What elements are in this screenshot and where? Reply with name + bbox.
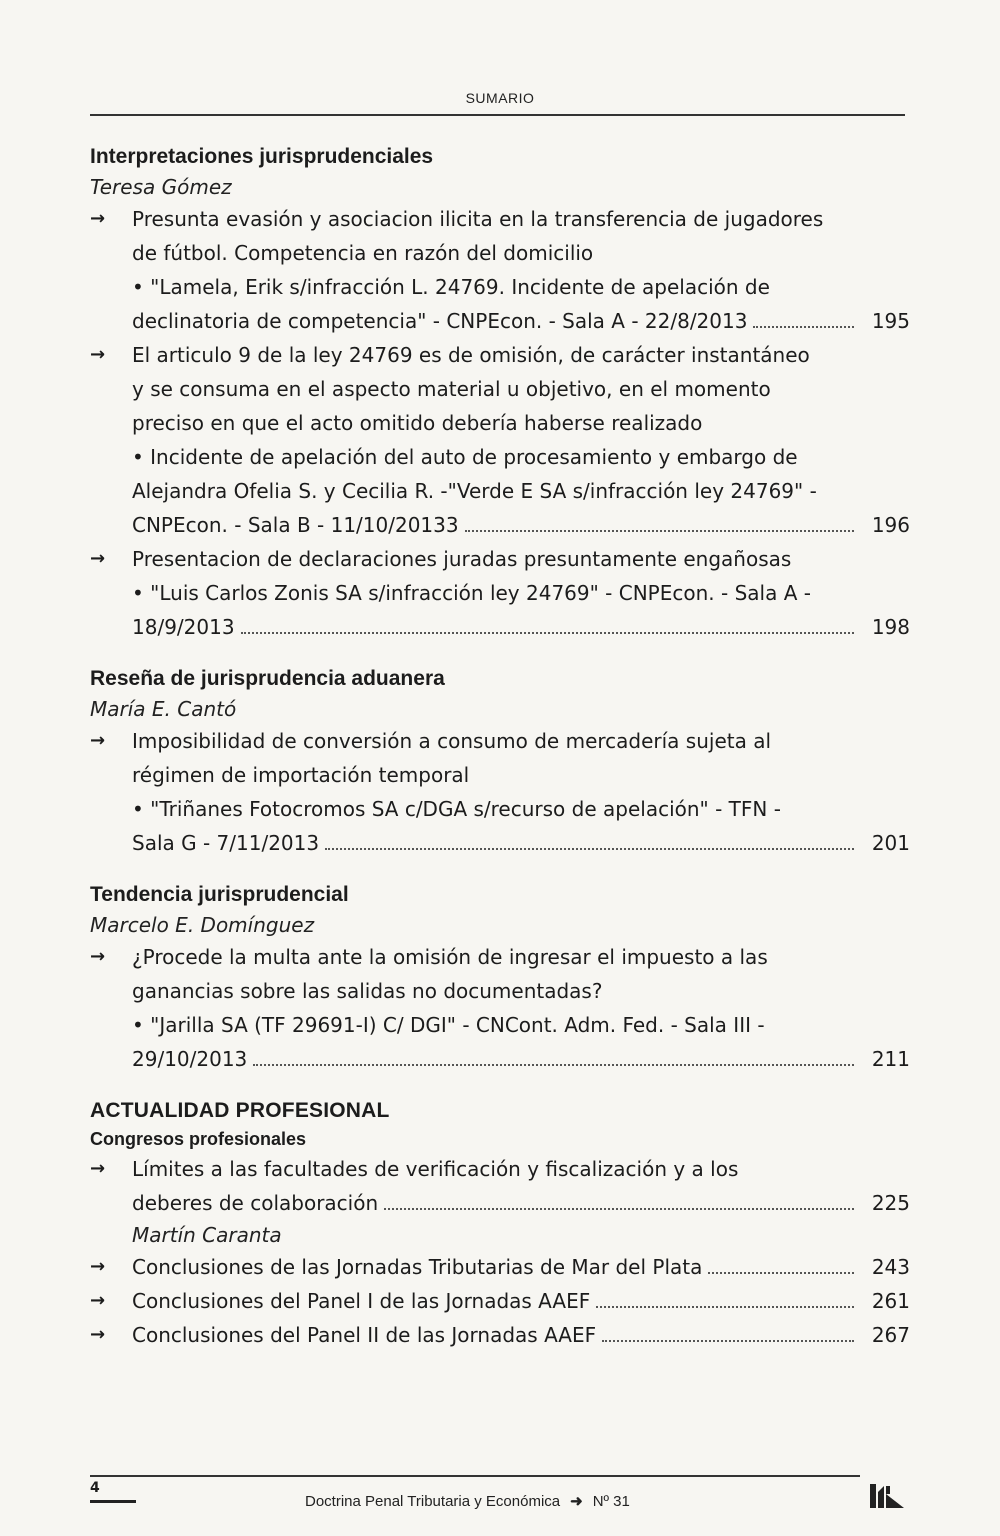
case-line: • "Lamela, Erik s/infracción L. 24769. Incidente de apelación de bbox=[132, 275, 770, 299]
case-text: 18/9/2013 bbox=[132, 615, 235, 639]
topic-line: Presentacion de declaraciones juradas presuntamente engañosas bbox=[132, 547, 792, 571]
dot-leader bbox=[384, 1208, 854, 1210]
topic-text: Conclusiones de las Jornadas Tributarias de Mar del Plata bbox=[132, 1255, 703, 1279]
header-divider bbox=[90, 114, 905, 116]
journal-issue: Nº 31 bbox=[592, 1493, 630, 1510]
toc-entry[interactable] bbox=[90, 1318, 910, 1352]
entry-case bbox=[132, 792, 910, 860]
dot-leader bbox=[753, 326, 854, 328]
case-text: CNPEcon. - Sala B - 11/10/20133 bbox=[132, 513, 459, 537]
entry-case bbox=[132, 1008, 910, 1076]
footer-page-number: 4 bbox=[90, 1480, 136, 1503]
entry-topic bbox=[132, 338, 910, 440]
dot-leader bbox=[602, 1340, 854, 1342]
page-header-title: SUMARIO bbox=[465, 90, 535, 106]
dot-leader bbox=[253, 1064, 854, 1066]
topic-line bbox=[132, 1284, 910, 1318]
section-title: Tendencia jurisprudencial bbox=[90, 883, 349, 906]
footer-divider bbox=[90, 1475, 860, 1477]
right-arrow-icon: → bbox=[90, 344, 106, 365]
topic-text: deberes de colaboración bbox=[132, 1191, 379, 1215]
page-number: 211 bbox=[871, 1047, 910, 1071]
case-line: Alejandra Ofelia S. y Cecilia R. -"Verde E SA s/infracción ley 24769" - bbox=[132, 479, 817, 503]
right-arrow-icon: → bbox=[90, 946, 106, 967]
toc-entry[interactable] bbox=[90, 202, 910, 338]
topic-line: y se consuma en el aspecto material u objetivo, en el momento bbox=[132, 377, 771, 401]
case-text: 29/10/2013 bbox=[132, 1047, 248, 1071]
entry-case bbox=[132, 440, 910, 542]
dot-leader bbox=[325, 848, 854, 850]
toc-section-actualidad bbox=[90, 1096, 910, 1352]
case-text: Sala G - 7/11/2013 bbox=[132, 831, 320, 855]
right-arrow-icon: → bbox=[90, 548, 106, 569]
case-text: declinatoria de competencia" - CNPEcon. - Sala A - 22/8/2013 bbox=[132, 309, 748, 333]
page-number: 261 bbox=[871, 1289, 910, 1313]
right-arrow-icon: → bbox=[90, 1256, 106, 1277]
entry-topic bbox=[132, 724, 910, 792]
toc-section bbox=[90, 880, 910, 1076]
journal-title: Doctrina Penal Tributaria y Económica bbox=[305, 1493, 561, 1510]
case-line: • "Triñanes Fotocromos SA c/DGA s/recurso de apelación" - TFN - bbox=[132, 797, 781, 821]
right-arrow-icon: → bbox=[90, 1324, 106, 1345]
right-arrow-icon: → bbox=[90, 730, 106, 751]
toc-entry[interactable] bbox=[90, 1250, 910, 1284]
topic-text: Conclusiones del Panel II de las Jornadas AAEF bbox=[132, 1323, 597, 1347]
entry-topic bbox=[132, 1250, 910, 1284]
toc-entry[interactable] bbox=[90, 940, 910, 1076]
topic-text: Conclusiones del Panel I de las Jornadas AAEF bbox=[132, 1289, 591, 1313]
case-line bbox=[132, 304, 910, 338]
subsection-title: Congresos profesionales bbox=[90, 1129, 307, 1149]
table-of-contents bbox=[90, 142, 910, 1372]
page-number: 243 bbox=[871, 1255, 910, 1279]
toc-entry[interactable] bbox=[90, 724, 910, 860]
right-arrow-icon: → bbox=[90, 1290, 106, 1311]
section-author: Marcelo E. Domínguez bbox=[90, 913, 315, 937]
toc-section bbox=[90, 142, 910, 644]
dot-leader bbox=[596, 1306, 854, 1308]
entry-topic bbox=[132, 202, 910, 270]
case-line: • "Luis Carlos Zonis SA s/infracción ley 24769" - CNPEcon. - Sala A - bbox=[132, 581, 811, 605]
section-author: María E. Cantó bbox=[90, 697, 237, 721]
case-line bbox=[132, 508, 910, 542]
entry-author: Martín Caranta bbox=[132, 1223, 282, 1247]
topic-line: preciso en que el acto omitido debería haberse realizado bbox=[132, 411, 703, 435]
topic-line bbox=[132, 1318, 910, 1352]
case-line bbox=[132, 826, 910, 860]
topic-line: régimen de importación temporal bbox=[132, 763, 470, 787]
toc-entry[interactable] bbox=[90, 1152, 910, 1250]
page-number: 267 bbox=[871, 1323, 910, 1347]
topic-line: Límites a las facultades de verificación y fiscalización y a los bbox=[132, 1157, 739, 1181]
entry-topic bbox=[132, 940, 910, 1008]
page-number: 201 bbox=[871, 831, 910, 855]
topic-line bbox=[132, 1186, 910, 1220]
section-title: Reseña de jurisprudencia aduanera bbox=[90, 667, 445, 690]
entry-topic bbox=[132, 542, 910, 576]
page-number: 195 bbox=[871, 309, 910, 333]
entry-case bbox=[132, 576, 910, 644]
page-number: 198 bbox=[871, 615, 910, 639]
topic-line: ganancias sobre las salidas no documentadas? bbox=[132, 979, 603, 1003]
page-number: 225 bbox=[871, 1191, 910, 1215]
toc-entry[interactable] bbox=[90, 338, 910, 542]
toc-section bbox=[90, 664, 910, 860]
case-line: • "Jarilla SA (TF 29691-I) C/ DGI" - CNCont. Adm. Fed. - Sala III - bbox=[132, 1013, 765, 1037]
entry-case bbox=[132, 270, 910, 338]
dot-leader bbox=[241, 632, 854, 634]
topic-line: El articulo 9 de la ley 24769 es de omisión, de carácter instantáneo bbox=[132, 343, 810, 367]
toc-entry[interactable] bbox=[90, 1284, 910, 1318]
dot-leader bbox=[708, 1272, 854, 1274]
entry-topic bbox=[132, 1152, 910, 1220]
topic-line: ¿Procede la multa ante la omisión de ingresar el impuesto a las bbox=[132, 945, 768, 969]
toc-entry[interactable] bbox=[90, 542, 910, 644]
publisher-logo-icon bbox=[868, 1482, 908, 1516]
right-arrow-icon: → bbox=[90, 1158, 106, 1179]
entry-topic bbox=[132, 1318, 910, 1352]
case-line: • Incidente de apelación del auto de procesamiento y embargo de bbox=[132, 445, 798, 469]
footer-journal bbox=[305, 1492, 630, 1510]
case-line bbox=[132, 610, 910, 644]
topic-line: Imposibilidad de conversión a consumo de mercadería sujeta al bbox=[132, 729, 772, 753]
dot-leader bbox=[465, 530, 854, 532]
section-title: Interpretaciones jurisprudenciales bbox=[90, 145, 434, 168]
entry-topic bbox=[132, 1284, 910, 1318]
arrow-icon: ➜ bbox=[570, 1493, 583, 1510]
topic-line: Presunta evasión y asociacion ilicita en la transferencia de jugadores bbox=[132, 207, 824, 231]
topic-line: de fútbol. Competencia en razón del domicilio bbox=[132, 241, 594, 265]
section-author: Teresa Gómez bbox=[90, 175, 232, 199]
right-arrow-icon: → bbox=[90, 208, 106, 229]
page-number: 196 bbox=[871, 513, 910, 537]
case-line bbox=[132, 1042, 910, 1076]
section-title: ACTUALIDAD PROFESIONAL bbox=[90, 1099, 390, 1122]
topic-line bbox=[132, 1250, 910, 1284]
